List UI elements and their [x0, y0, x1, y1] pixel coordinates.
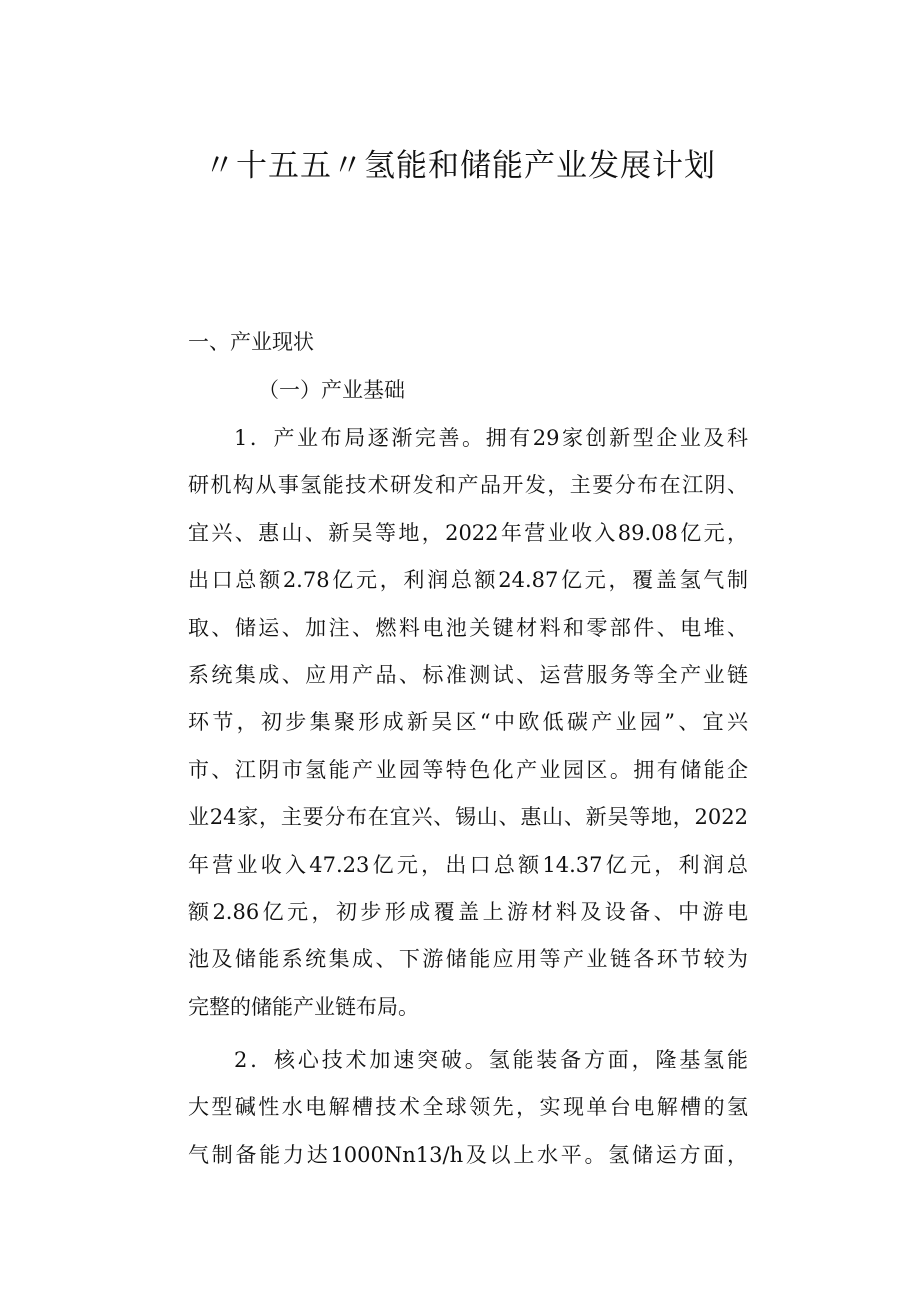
paragraph-line: 出口总额2.78亿元，利润总额24.87亿元，覆盖氢气制 — [188, 568, 748, 593]
paragraph-line: 气制备能力达1000Nn13/h及以上水平。氢储运方面， — [188, 1142, 748, 1167]
paragraph-line: 池及储能系统集成、下游储能应用等产业链各环节较为 — [188, 947, 748, 972]
paragraph-line: 系统集成、应用产品、标准测试、运营服务等全产业链 — [188, 662, 748, 687]
paragraph-line: 业24家，主要分布在宜兴、锡山、惠山、新吴等地，2022 — [188, 805, 748, 830]
subsection-heading-industry-foundation: （一）产业基础 — [258, 378, 405, 402]
paragraph-line: 环节，初步集聚形成新吴区“中欧低碳产业园”、宜兴 — [188, 710, 748, 735]
paragraph-industry-layout — [188, 415, 748, 1031]
document-title: 〃十五五〃氢能和储能产业发展计划 — [204, 148, 716, 184]
paragraph-line: 完整的储能产业链布局。 — [188, 994, 419, 1019]
paragraph-line: 取、储运、加注、燃料电池关键材料和零部件、电堆、 — [188, 615, 748, 640]
paragraph-core-technology — [188, 1037, 748, 1179]
section-heading-industry-status: 一、产业现状 — [188, 330, 314, 354]
paragraph-line: 额2.86亿元，初步形成覆盖上游材料及设备、中游电 — [188, 899, 748, 924]
paragraph-line: 研机构从事氢能技术研发和产品开发，主要分布在江阴、 — [188, 473, 748, 498]
paragraph-line: 宜兴、惠山、新吴等地，2022年营业收入89.08亿元， — [188, 520, 748, 545]
paragraph-line: 2．核心技术加速突破。氢能装备方面，隆基氢能 — [234, 1048, 748, 1072]
paragraph-line: 市、江阴市氢能产业园等特色化产业园区。拥有储能企 — [188, 757, 748, 782]
paragraph-line: 年营业收入47.23亿元，出口总额14.37亿元，利润总 — [188, 852, 748, 877]
paragraph-line: 1．产业布局逐渐完善。拥有29家创新型企业及科 — [234, 426, 748, 450]
paragraph-line: 大型碱性水电解槽技术全球领先，实现单台电解槽的氢 — [188, 1095, 748, 1120]
